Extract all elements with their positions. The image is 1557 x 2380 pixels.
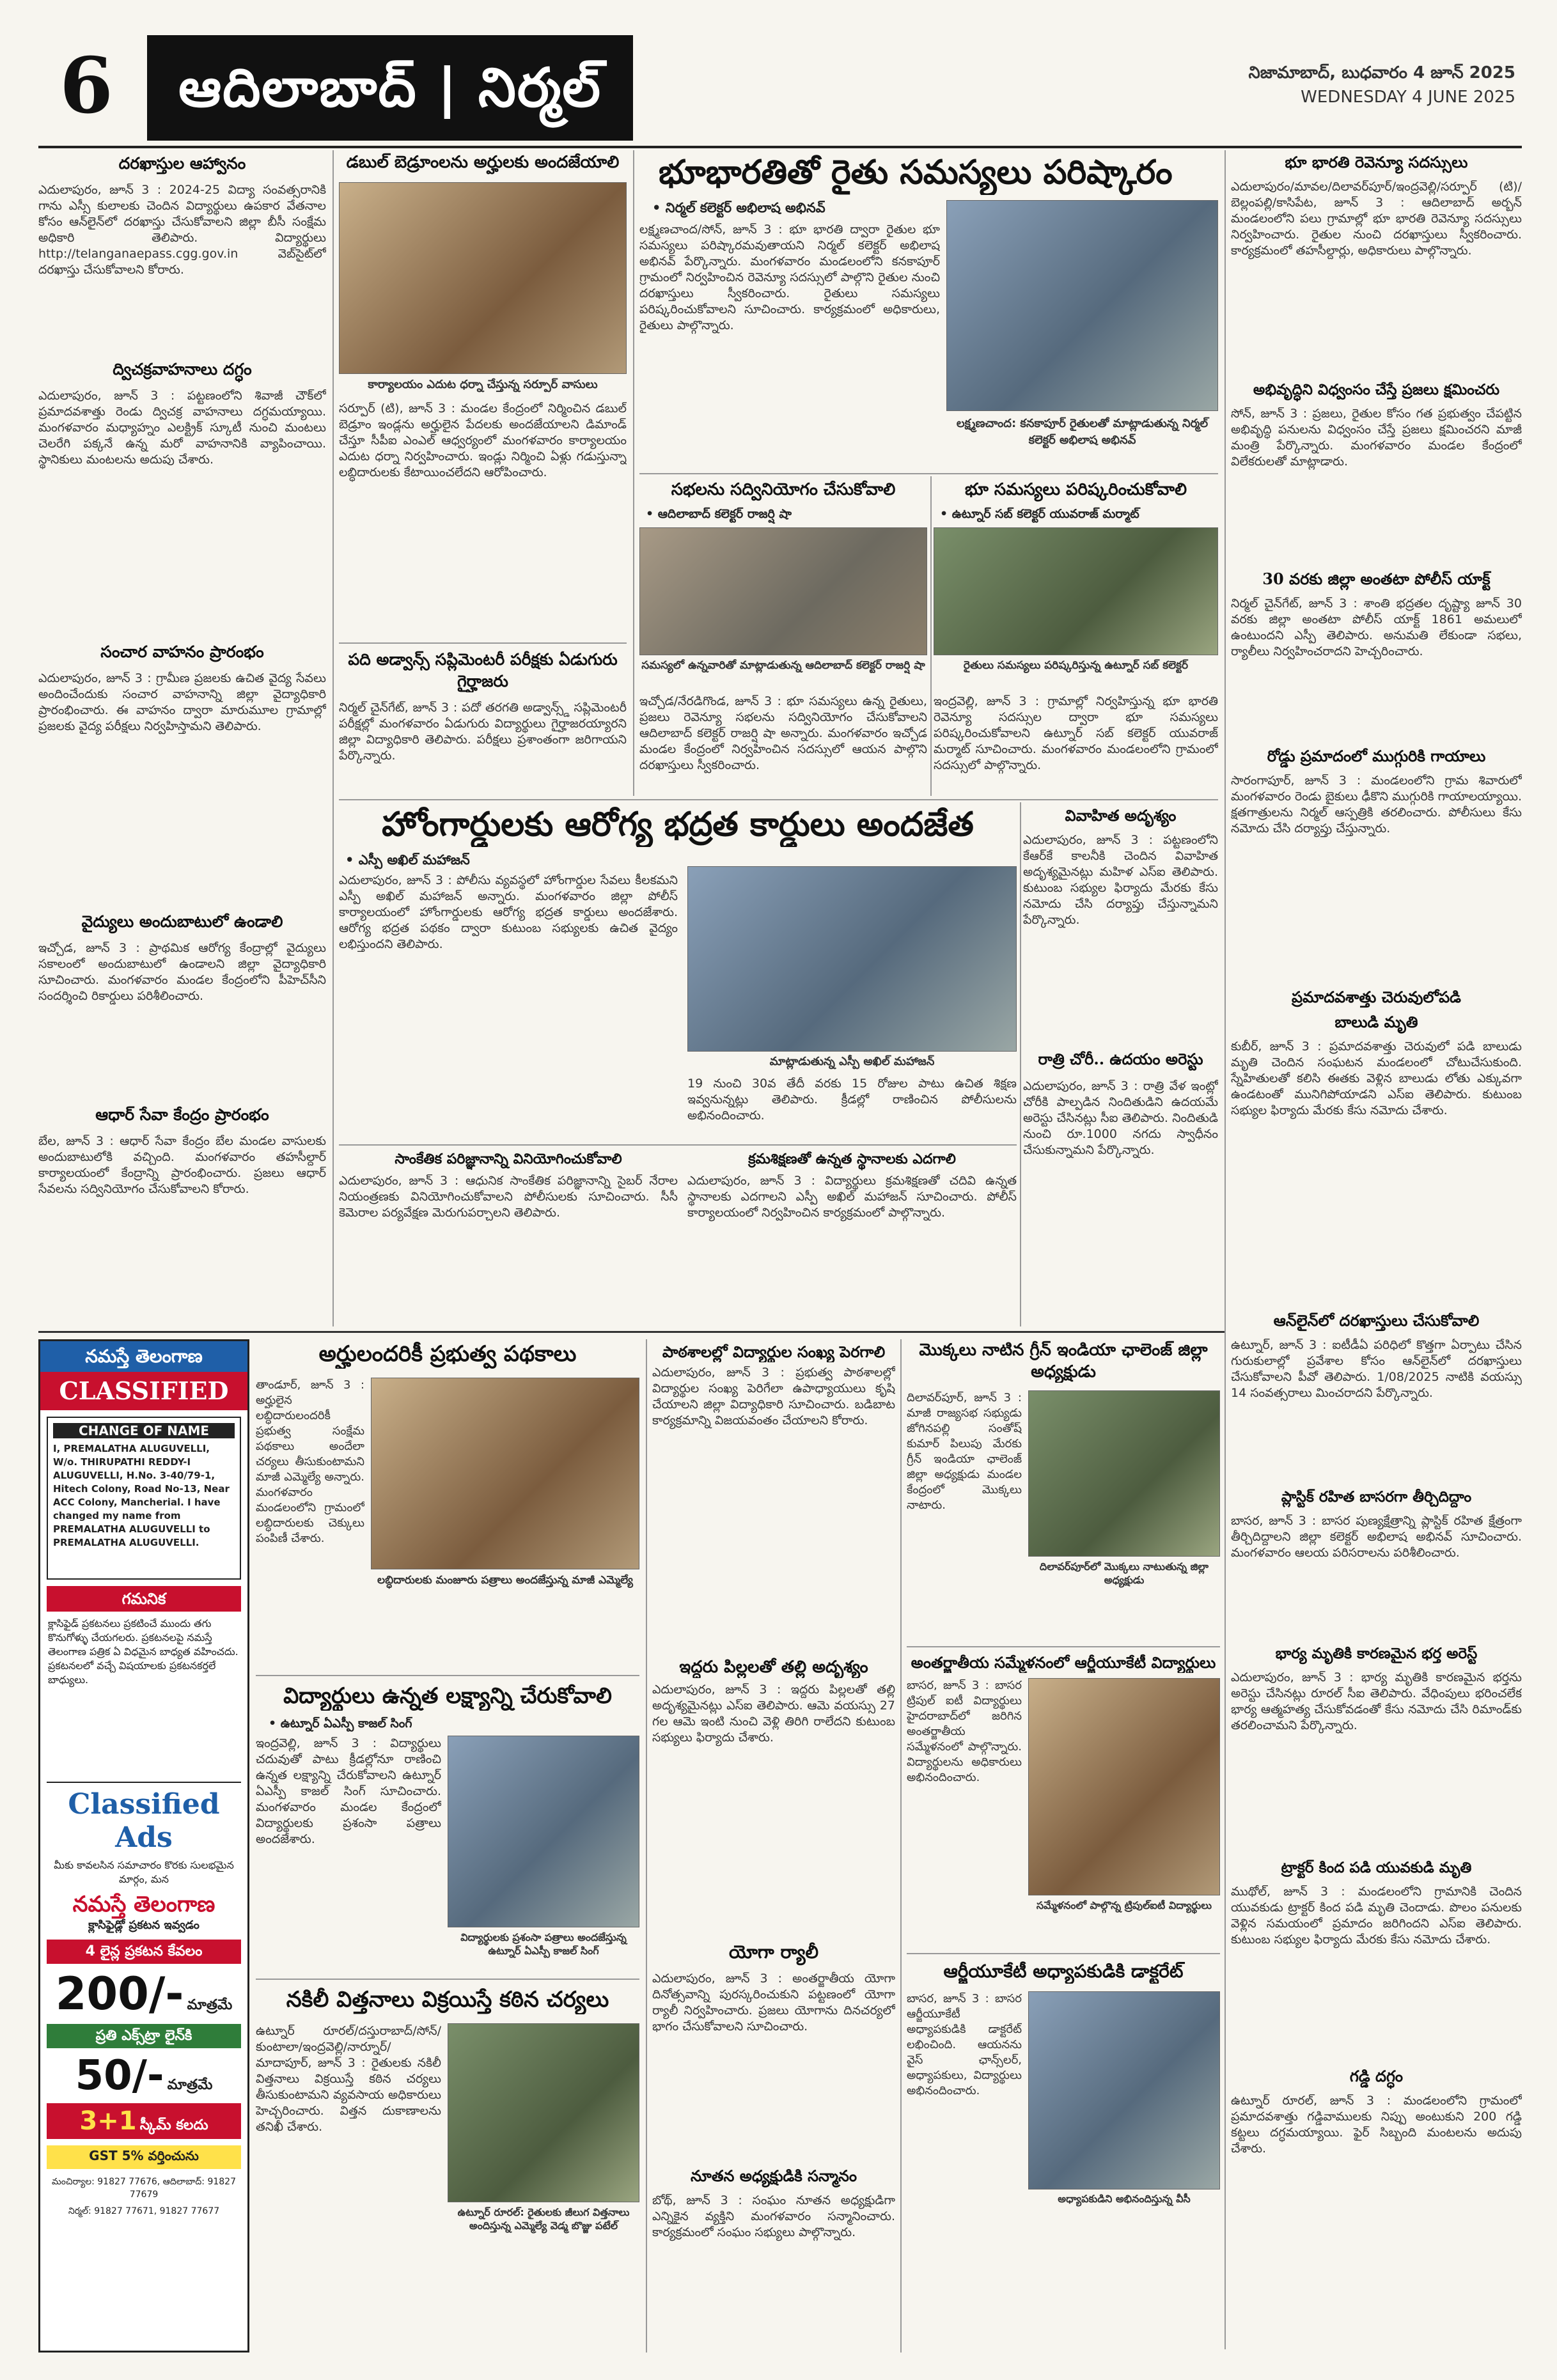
divider [907, 1953, 1220, 1954]
photo-caption: కార్యాలయం ఎదుట ధర్నా చేస్తున్న సర్పూర్ వాసులు [368, 378, 598, 391]
story-headline: సభలను సద్వినియోగం చేసుకోవాలి [671, 480, 896, 499]
theft-body: ఎదులాపురం, జూన్ 3 : రాత్రి వేళ ఇంట్లో చోరీకి పాల్పడిన నిందితుడిని ఉదయమే అరెస్టు చేసినట్లు సీఐ తెలిపారు. నిందితుడి నుంచి రూ.1000 నగదు స్వాధీనం చేసుకున్నామని పేర్కొన్నారు. [1023, 1079, 1218, 1157]
conference-photo [1028, 1678, 1220, 1895]
conference-body: బాసర, జూన్ 3 : బాసర ట్రిపుల్ ఐటీ విద్యార్థులు హైదరాబాద్‌లో జరిగిన అంతర్జాతీయ సమ్మేళనంలో పాల్గొన్నారు. విద్యార్థులను అధికారులు అభినందించారు. [907, 1679, 1022, 1784]
collector-photo [639, 527, 927, 655]
s5-headline: ఆధార్ సేవా కేంద్రం ప్రారంభం [95, 1105, 269, 1124]
doctorate-headline: ఆర్జీయూకేటీ అధ్యాపకుడికి డాక్టరేట్ [943, 1961, 1184, 1982]
exam-body: నిర్మల్ చైన్‌గేట్, జూన్ 3 : పదో తరగతి అడ్వాన్స్డ్ సప్లిమెంటరీ పరీక్షల్లో మంగళవారం ఏడుగురు విద్యార్థులు గైర్హాజరయ్యారని జిల్లా విద్యాధికారి తెలిపారు. పరీక్షలు ప్రశాంతంగా జరిగాయని పేర్కొన్నారు. [339, 701, 627, 763]
extra-line-offer: ప్రతి ఎక్స్‌ట్రా లైన్‌కి [47, 2024, 241, 2048]
school-headline: పాఠశాలల్లో విద్యార్థుల సంఖ్య పెరగాలి [662, 1342, 886, 1361]
price-suffix: మాత్రమే [167, 2077, 213, 2093]
column-divider [930, 476, 932, 796]
promo-subtitle: మీకు కావలసిన సమాచారం కొరకు సులభమైన మార్గం, మన [54, 1859, 234, 1885]
page-number: 6 [59, 41, 113, 131]
s4-body: ఇచ్చోడ, జూన్ 3 : ప్రాథమిక ఆరోగ్య కేంద్రాల్లో వైద్యులు సకాలంలో అందుబాటులో ఉండాలని జిల్లా వైద్యాధికారి సూచించారు. మంగళవారం మండల కేంద్రంలోని పీహెచ్‌సీని సందర్శించి రికార్డులు పరిశీలించారు. [38, 941, 326, 1003]
divider [256, 1979, 639, 1980]
theft-headline: రాత్రి చోరీ.. ఉదయం అరెస్టు [1038, 1050, 1203, 1068]
mid-brief-column [1023, 802, 1218, 1326]
missing-mother-headline: ఇద్దరు పిల్లలతో తల్లి అదృశ్యం [679, 1658, 868, 1677]
section-title: ఆదిలాబాద్ | నిర్మల్ [147, 35, 633, 141]
r3-headline: 30 వరకు జిల్లా అంతటా పోలీస్ యాక్ట్ [1262, 570, 1490, 588]
students-headline: విద్యార్థులు ఉన్నత లక్ష్యాన్ని చేరుకోవాలి [283, 1683, 612, 1709]
collector-meeting-story [639, 476, 927, 796]
students-body: ఇంద్రవెల్లి, జూన్ 3 : విద్యార్థులు చదువుతో పాటు క్రీడల్లోనూ రాణించి ఉన్నత లక్ష్యాన్ని చేరుకోవాలని ఉట్నూర్ ఏఎస్పీ కాజల్ సింగ్ సూచించారు. మంగళవారం మండల కేంద్రంలో విద్యార్థులకు ప్రశంసా పత్రాలు అందజేశారు. [256, 1736, 441, 1846]
lower-mid-column [652, 1339, 895, 2353]
r7-body: బాసర, జూన్ 3 : బాసర పుణ్యక్షేత్రాన్ని ప్లాస్టిక్ రహిత క్షేత్రంగా తీర్చిదిద్దాలని జిల్లా కలెక్టర్ అభిలాష అభినవ్ సూచించారు. మంగళవారం ఆలయ పరిసరాలను పరిశీలించారు. [1231, 1514, 1522, 1560]
story-byline: • ఆదిలాబాద్ కలెక్టర్ రాజర్షి షా [646, 507, 792, 521]
promo-subtitle-2: క్లాసిఫైడ్లో ప్రకటన ఇవ్వడం [88, 1918, 200, 1932]
conference-headline: అంతర్జాతీయ సమ్మేళనంలో ఆర్జీయూకేటీ విద్యార్థులు [911, 1653, 1216, 1672]
r1-body: ఎదులాపురం/మావల/దిలావర్‌పూర్/ఇంద్రవెల్లి/సర్పూర్ (టి)/బెల్లంపల్లి/కాసిపేట, జూన్ 3 : ఆదిలాబాద్ అర్బన్ మండలంలోని పలు గ్రామాల్లో భూ భారతి రెవెన్యూ సదస్సులు నిర్వహించారు. రైతుల నుంచి దరఖాస్తులు స్వీకరించారు. కార్యక్రమంలో తహసీల్దార్లు, అధికారులు పాల్గొన్నారు. [1231, 180, 1522, 258]
r2-headline: అభివృద్ధిని విధ్వంసం చేస్తే ప్రజలు క్షమించరు [1253, 381, 1500, 398]
felicitation-body: బోథ్, జూన్ 3 : సంఘం నూతన అధ్యక్షుడిగా ఎన్నికైన వ్యక్తిని మంగళవారం సన్మానించారు. కార్యక్రమంలో సంఘం సభ్యులు పాల్గొన్నారు. [652, 2193, 895, 2239]
s1-body: ఎదులాపురం, జూన్ 3 : 2024-25 విద్యా సంవత్సరానికి గాను ఎస్సీ కులాలకు చెందిన విద్యార్థులు ఉపకార వేతనాల కోసం ఆన్‌లైన్‌లో దరఖాస్తు చేసుకోవాలని జిల్లా బీసీ సంక్షేమ అధికారి తెలిపారు. విద్యార్థులు http://telanganaepass.cgg.gov.in వెబ్‌సైట్‌లో దరఖాస్తు చేసుకోవాలని కోరారు. [38, 183, 326, 277]
photo-caption: విద్యార్థులకు ప్రశంసా పత్రాలు అందజేస్తున్న ఉట్నూర్ ఏఎస్పీ కాజల్ సింగ్ [460, 1931, 627, 1957]
sub2-headline: సాంకేతిక పరిజ్ఞానాన్ని వినియోగించుకోవాలి [395, 1151, 622, 1167]
s3-headline: సంచార వాహనం ప్రారంభం [100, 642, 264, 661]
missing-woman-body: ఎదులాపురం, జూన్ 3 : పట్టణంలోని కేఆర్‌కే కాలనీకి చెందిన వివాహిత అదృశ్యమైనట్లు మహిళ ఎస్ఐ తెలిపారు. కుటుంబ సభ్యుల ఫిర్యాదు మేరకు కేసు నమోదు చేసి దర్యాప్తు చేస్తున్నామని పేర్కొన్నారు. [1023, 833, 1218, 927]
home-guards-headline: హోంగార్డులకు ఆరోగ్య భద్రత కార్డులు అందజేత [382, 805, 974, 844]
home-guards-body-2: 19 నుంచి 30వ తేదీ వరకు 15 రోజుల పాటు ఉచిత శిక్షణ ఇవ్వనున్నట్లు తెలిపారు. క్రీడల్లో రాణించిన పోలీసులను అభినందించారు. [687, 1077, 1017, 1123]
r1-headline: భూ భారతి రెవెన్యూ సదస్సులు [1285, 153, 1468, 171]
lead-story [639, 150, 1218, 470]
doctorate-photo [1028, 1991, 1220, 2189]
story-headline: భూ సమస్యలు పరిష్కరించుకోవాలి [964, 480, 1187, 499]
four-lines-offer: 4 లైన్ల ప్రకటన కేవలం [47, 1940, 241, 1964]
divider [639, 473, 1218, 474]
r3-body: నిర్మల్ చైన్‌గేట్, జూన్ 3 : శాంతి భద్రతల దృష్ట్యా జూన్ 30 వరకు జిల్లా అంతటా పోలీస్ యాక్ట్ 1861 అమలులో ఉంటుందని ఎస్పీ తెలిపారు. అనుమతి లేకుండా సభలు, ర్యాలీలు నిర్వహించరాదని హెచ్చరించారు. [1231, 596, 1522, 658]
masthead-rule [38, 146, 1522, 148]
notice-body: క్లాసిఫైడ్ ప్రకటనలు ప్రకటించే ముందు తగు కొనుగోళ్ళు చేయగలరు. ప్రకటనలపై నమస్తే తెలంగాణ పత్రిక ఏ విధమైన బాధ్యత వహించదు. ప్రకటనలలో వచ్చే విషయాలకు ప్రకటనకర్తలే బాధ్యులు. [48, 1617, 239, 1686]
students-photo [448, 1736, 639, 1927]
contact-numbers-2: నిర్మల్: 91827 77671, 91827 77677 [68, 2206, 220, 2216]
s5-body: బేల, జూన్ 3 : ఆధార్ సేవా కేంద్రం బేల మండల వాసులకు అందుబాటులోకి వచ్చింది. మంగళవారం తహసీల్దార్ కార్యాలయంలో కేంద్రాన్ని ప్రారంభించారు. ప్రజలు ఆధార్ సేవలను సద్వినియోగం చేసుకోవాలని కోరారు. [38, 1134, 326, 1196]
sub1-headline: క్రమశిక్షణతో ఉన్నత స్థానాలకు ఎదగాలి [748, 1151, 956, 1167]
story-body: ఇచ్చోడ/నేరడిగొండ, జూన్ 3 : భూ సమస్యలు ఉన్న రైతులు, ప్రజలు రెవెన్యూ సభలను సద్వినియోగం చేసుకోవాలని ఆదిలాబాద్ కలెక్టర్ రాజర్షి షా అన్నారు. మంగళవారం ఇచ్చోడ మండల కేంద్రంలో నిర్వహించిన సదస్సులో ఆయన పాల్గొని దరఖాస్తులు స్వీకరించారు. [639, 694, 927, 772]
sub2-body: ఎదులాపురం, జూన్ 3 : ఆధునిక సాంకేతిక పరిజ్ఞానాన్ని సైబర్ నేరాల నియంత్రణకు వినియోగించుకోవాలని పోలీసులకు సూచించారు. సీసీ కెమెరాల పర్యవేక్షణ మెరుగుపర్చాలని తెలిపారు. [339, 1174, 678, 1220]
s2-body: ఎదులాపురం, జూన్ 3 : పట్టణంలోని శివాజీ చౌక్‌లో ప్రమాదవశాత్తు రెండు ద్విచక్ర వాహనాలు దగ్ధమయ్యాయి. మంగళవారం మధ్యాహ్నం ఎలక్ట్రిక్ స్కూటీ నుంచి మంటలు చెలరేగి పక్కనే ఉన్న మరో వాహనానికి వ్యాపించాయి. స్థానికులు మంటలను అదుపు చేశారు. [38, 389, 326, 467]
s1-headline: దరఖాస్తుల ఆహ్వానం [118, 154, 246, 173]
felicitation-headline: నూతన అధ్యక్షుడికి సన్మానం [690, 2166, 857, 2185]
r8-headline: భార్య మృతికి కారణమైన భర్త అరెస్ట్ [1275, 1645, 1478, 1662]
photo-caption: మాట్లాడుతున్న ఎస్పీ అఖిల్ మహాజన్ [769, 1055, 935, 1068]
classified-ads-promo [47, 1782, 241, 2218]
missing-woman-headline: వివాహిత అదృశ్యం [1065, 806, 1177, 825]
lead-body: లక్ష్మణచాంద/సోన్, జూన్ 3 : భూ భారతి ద్వారా రైతుల భూ సమస్యలు పరిష్కారమవుతాయని నిర్మల్ కలెక్టర్ అభిలాష అభినవ్ పేర్కొన్నారు. మంగళవారం మండలంలోని కనకాపూర్ గ్రామంలో నిర్వహించిన రెవెన్యూ సదస్సులో పాల్గొని రైతుల నుంచి దరఖాస్తులు స్వీకరించారు. రైతులు సమస్యలు పరిష్కరించుకోవాలని సూచించారు. కార్యక్రమంలో అధికారులు, రైతులు పాల్గొన్నారు. [639, 222, 940, 332]
namaste-telangana-title: నమస్తే తెలంగాణ [40, 1341, 247, 1372]
double-bedroom-story [339, 150, 627, 796]
price-value: 50/- [75, 2052, 164, 2099]
protest-photo [339, 182, 627, 374]
story-headline: డబుల్ బెడ్రూంలను అర్హులకు అందజేయాలి [346, 153, 620, 172]
scheme-offer [47, 2103, 241, 2139]
divider [907, 1646, 1220, 1647]
students-byline: • ఉట్నూర్ ఏఎస్పీ కాజల్ సింగ్ [269, 1716, 412, 1731]
schemes-headline: అర్హులందరికీ ప్రభుత్వ పథకాలు [318, 1341, 577, 1367]
notice-heading: గమనిక [47, 1586, 241, 1612]
gst-note: GST 5% వర్తించును [47, 2145, 241, 2169]
yoga-headline: యోగా ర్యాలీ [728, 1941, 819, 1963]
r4-headline: రోడ్డు ప్రమాదంలో ముగ్గురికి గాయాలు [1267, 747, 1486, 765]
sub1-body: ఎదులాపురం, జూన్ 3 : విద్యార్థులు క్రమశిక్షణతో చదివి ఉన్నత స్థానాలకు ఎదగాలని ఎస్పీ అఖిల్ మహాజన్ సూచించారు. పోలీస్ కార్యాలయంలో నిర్వహించిన కార్యక్రమంలో పాల్గొన్నారు. [687, 1174, 1017, 1220]
missing-mother-body: ఎదులాపురం, జూన్ 3 : ఇద్దరు పిల్లలతో తల్లి అదృశ్యమైనట్లు ఎస్ఐ తెలిపారు. ఆమె వయస్సు 27 గల ఆమె ఇంటి నుంచి వెళ్లి తిరిగి రాలేదని కుటుంబ సభ్యులు ఫిర్యాదు చేశారు. [652, 1683, 895, 1745]
photo-caption: ఉట్నూర్ రూరల్: రైతులకు జీలుగ విత్తనాలు అందిస్తున్న ఎమ్మెల్యే వెడ్మ బొజ్జు పటేల్ [457, 2206, 630, 2232]
classified-banner: CLASSIFIED [40, 1372, 247, 1410]
lower-center-column [256, 1339, 639, 2353]
change-of-name-notice [47, 1417, 241, 1580]
date-telugu: నిజామాబాద్, బుధవారం 4 జూన్ 2025 [1248, 63, 1515, 82]
green-india-body: దిలావర్‌పూర్, జూన్ 3 : మాజీ రాజ్యసభ సభ్యుడు జోగినపల్లి సంతోష్ కుమార్ పిలుపు మేరకు గ్రీన్ ఇండియా ఛాలెంజ్ జిల్లా అధ్యక్షుడు మండల కేంద్రంలో మొక్కలు నాటారు. [907, 1391, 1022, 1512]
home-guards-byline: • ఎస్పీ అఖిల్ మహాజన్ [345, 852, 470, 867]
seeds-headline: నకిలీ విత్తనాలు విక్రయిస్తే కఠిన చర్యలు [286, 1987, 609, 2012]
section-divider [38, 1331, 1224, 1333]
price-50 [47, 2052, 241, 2099]
lead-photo-caption: లక్ష్మణచాంద: కనకాపూర్ రైతులతో మాట్లాడుతున్న నిర్మల్ కలెక్టర్ అభిలాష అభినవ్ [956, 417, 1209, 447]
r2-body: సోన్, జూన్ 3 : ప్రజలు, రైతుల కోసం గత ప్రభుత్వం చేపట్టిన అభివృద్ధి పనులను విధ్వంసం చేస్తే ప్రజలు క్షమించరని మాజీ మంత్రి పేర్కొన్నారు. మంగళవారం మండల కేంద్రంలో విలేకరులతో మాట్లాడారు. [1231, 407, 1522, 469]
column-divider [1224, 150, 1226, 2349]
column-divider [633, 150, 634, 796]
offer-text: స్కీమ్ కలదు [139, 2117, 208, 2133]
divider [339, 1144, 1017, 1146]
schemes-photo [371, 1378, 639, 1569]
photo-caption: దిలావర్‌పూర్‌లో మొక్కలు నాటుతున్న జిల్లా అధ్యక్షుడు [1039, 1560, 1209, 1586]
contact-numbers-1: మంచిర్యాల: 91827 77676, ఆదిలాబాద్: 91827 77679 [52, 2177, 236, 2200]
r5-body: కుబీర్, జూన్ 3 : ప్రమాదవశాత్తు చెరువులో పడి బాలుడు మృతి చెందిన సంఘటన మండలంలో చోటుచేసుకుంది. స్నేహితులతో కలిసి ఈతకు వెళ్లిన బాలుడు లోతు ఎక్కువగా ఉండటంతో మునిగిపోయాడని ఎస్ఐ తెలిపారు. కుటుంబ సభ్యుల ఫిర్యాదు మేరకు కేసు నమోదు చేశారు. [1231, 1039, 1522, 1117]
edition-date [1215, 61, 1515, 131]
photo-caption: సమస్యలో ఉన్నవారితో మాట్లాడుతున్న ఆదిలాబాద్ కలెక్టర్ రాజర్షి షా [641, 659, 925, 672]
notice-text: I, PREMALATHA ALUGUVELLI, W/o. THIRUPATHI REDDY-I ALUGUVELLI, H.No. 3-40/79-1, Hitech Colony, Road No-13, Near ACC Colony, Mancherial. I have changed my name from PREMALATHA ALUGUVELLI to PREMALATHA ALUGUVELLI. [53, 1443, 230, 1548]
story-body: సర్పూర్ (టి), జూన్ 3 : మండల కేంద్రంలో నిర్మించిన డబుల్ బెడ్రూం ఇండ్లను అర్హులైన పేదలకు అందజేయాలని డిమాండ్ చేస్తూ సీపీఐ ఎంఎల్ ఆధ్వర్యంలో మంగళవారం కార్యాలయం ఎదుట ధర్నా నిర్వహించారు. ఇండ్లు నిర్మించి ఏళ్లు గడుస్తున్నా లబ్ధిదారులకు కేటాయించలేదని ఆరోపించారు. [339, 401, 627, 479]
seeds-photo [448, 2023, 639, 2202]
column-divider [1020, 802, 1021, 1326]
divider [339, 642, 627, 644]
price-value: 200/- [55, 1968, 184, 2020]
photo-caption: రైతులు సమస్యలు పరిష్కరిస్తున్న ఉట్నూర్ సబ్ కలెక్టర్ [963, 659, 1189, 672]
s2-headline: ద్విచక్రవాహనాలు దగ్ధం [113, 360, 252, 378]
column-divider [646, 1339, 647, 2353]
subcollector-photo [934, 527, 1218, 655]
s3-body: ఎదులాపురం, జూన్ 3 : గ్రామీణ ప్రజలకు ఉచిత వైద్య సేవలు అందించేందుకు సంచార వాహనాన్ని జిల్లా వైద్యాధికారి ప్రారంభించారు. ఈ వాహనం ద్వారా మారుమూల గ్రామాల్లో ప్రజలకు వైద్య పరీక్షలు నిర్వహిస్తామని తెలిపారు. [38, 671, 326, 733]
s4-headline: వైద్యులు అందుబాటులో ఉండాలి [81, 912, 283, 931]
green-india-photo [1028, 1390, 1220, 1557]
home-guards-story [339, 802, 1017, 1326]
namaste-logo: నమస్తే తెలంగాణ [72, 1892, 215, 1917]
lower-right-column [907, 1339, 1220, 2353]
divider [256, 1675, 639, 1676]
classified-ad-panel [38, 1339, 249, 2353]
offer-value: 3+1 [79, 2106, 137, 2136]
exam-headline: పది అడ్వాన్స్ సప్లిమెంటరీ పరీక్షకు ఏడుగురు గైర్హాజరు [348, 650, 618, 690]
price-200 [47, 1968, 241, 2020]
seeds-body: ఉట్నూర్ రూరల్/దస్తురాబాద్/సోన్/కుంటాలా/ఇంద్రవెల్లి/నార్నూర్/మాదాపూర్, జూన్ 3 : రైతులకు నకిలీ విత్తనాలు విక్రయిస్తే కఠిన చర్యలు తీసుకుంటామని వ్యవసాయ అధికారులు హెచ్చరించారు. విత్తన దుకాణాలను తనిఖీ చేశారు. [256, 2024, 441, 2134]
r7-headline: ప్లాస్టిక్ రహిత బాసరగా తీర్చిదిద్దాం [1281, 1488, 1472, 1505]
story-byline: • ఉట్నూర్ సబ్ కలెక్టర్ యువరాజ్ మర్మాట్ [940, 507, 1139, 521]
r6-headline: ఆన్‌లైన్‌లో దరఖాస్తులు చేసుకోవాలి [1273, 1311, 1480, 1330]
date-english: WEDNESDAY 4 JUNE 2025 [1301, 88, 1515, 107]
r10-body: ఉట్నూర్ రూరల్, జూన్ 3 : మండలంలోని గ్రామంలో ప్రమాదవశాత్తు గడ్డివాములకు నిప్పు అంటుకుని 200 గడ్డి కట్టలు దగ్ధమయ్యాయి. ఫైర్ సిబ్బంది మంటలను అదుపు చేశారు. [1231, 2094, 1522, 2156]
right-column [1231, 150, 1522, 2349]
r8-body: ఎదులాపురం, జూన్ 3 : భార్య మృతికి కారణమైన భర్తను అరెస్టు చేసినట్లు రూరల్ సీఐ తెలిపారు. వేధింపులు భరించలేక భార్య ఆత్మహత్య చేసుకోవడంతో కేసు నమోదు చేసి రిమాండ్‌కు తరలించామని పేర్కొన్నారు. [1231, 1670, 1522, 1732]
lead-byline: • నిర్మల్ కలెక్టర్ అభిలాష అభినవ్ [652, 200, 825, 215]
home-guards-photo [687, 866, 1017, 1052]
photo-caption: సమ్మేళనంలో పాల్గొన్న ట్రిపుల్ఐటీ విద్యార్థులు [1036, 1899, 1212, 1911]
r6-body: ఉట్నూర్, జూన్ 3 : ఐటీడీఏ పరిధిలో కొత్తగా ఏర్పాటు చేసిన గురుకులాల్లో ప్రవేశాల కోసం ఆన్‌లైన్‌లో దరఖాస్తులు చేసుకోవాలని పీవో తెలిపారు. 1/08/2025 నాటికి వయస్సు 14 సంవత్సరాలు మించరాదని పేర్కొన్నారు. [1231, 1338, 1522, 1400]
column-divider [900, 1339, 902, 2353]
r9-headline: ట్రాక్టర్ కింద పడి యువకుడి మృతి [1281, 1859, 1472, 1876]
price-suffix: మాత్రమే [187, 1997, 233, 2013]
classified-ads-logo: Classified Ads [68, 1788, 220, 1854]
notice-title: CHANGE OF NAME [53, 1423, 235, 1438]
school-body: ఎదులాపురం, జూన్ 3 : ప్రభుత్వ పాఠశాలల్లో విద్యార్థుల సంఖ్య పెరిగేలా ఉపాధ్యాయులు కృషి చేయాలని జిల్లా విద్యాధికారి సూచించారు. బడిబాట కార్యక్రమాన్ని విజయవంతం చేయాలని కోరారు. [652, 1365, 895, 1427]
home-guards-body: ఎదులాపురం, జూన్ 3 : పోలీసు వ్యవస్థలో హోంగార్డుల సేవలు కీలకమని ఎస్పీ అఖిల్ మహాజన్ అన్నారు. మంగళవారం జిల్లా పోలీస్ కార్యాలయంలో హోంగార్డులకు ఆరోగ్య భద్రత కార్డులు అందజేశారు. ఆరోగ్య భద్రత పథకం ద్వారా కుటుంబ సభ్యులకు ఉచిత వైద్యం లభిస్తుందని తెలిపారు. [339, 873, 678, 951]
column-divider [333, 150, 334, 1326]
yoga-body: ఎదులాపురం, జూన్ 3 : అంతర్జాతీయ యోగా దినోత్సవాన్ని పురస్కరించుకుని పట్టణంలో యోగా ర్యాలీ నిర్వహించారు. ప్రజలు యోగాను దినచర్యలో భాగం చేసుకోవాలని సూచించారు. [652, 1972, 895, 2034]
green-india-headline: మొక్కలు నాటిన గ్రీన్ ఇండియా ఛాలెంజ్ జిల్లా అధ్యక్షుడు [919, 1341, 1208, 1381]
r5-headline: ప్రమాదవశాత్తు చెరువులోపడి [1292, 988, 1461, 1006]
r5-subheadline: బాలుడి మృతి [1334, 1013, 1418, 1031]
r9-body: ముథోల్, జూన్ 3 : మండలంలోని గ్రామానికి చెందిన యువకుడు ట్రాక్టర్ కింద పడి మృతి చెందాడు. పొలం పనులకు వెళ్లిన సమయంలో ప్రమాదం జరిగిందని ఎస్ఐ తెలిపారు. కుటుంబ సభ్యుల ఫిర్యాదు మేరకు కేసు నమోదు చేశారు. [1231, 1885, 1522, 1947]
r10-headline: గడ్డి దగ్ధం [1349, 2067, 1404, 2085]
land-issues-story [934, 476, 1218, 796]
lead-headline: భూభారతితో రైతు సమస్యలు పరిష్కారం [659, 153, 1173, 192]
r4-body: సారంగాపూర్, జూన్ 3 : మండలంలోని గ్రామ శివారులో మంగళవారం రెండు బైకులు ఢీకొని ముగ్గురికి గాయాలయ్యాయి. క్షతగాత్రులను నిర్మల్ ఆస్పత్రికి తరలించారు. పోలీసులు కేసు నమోదు చేసి దర్యాప్తు చేస్తున్నారు. [1231, 774, 1522, 836]
photo-caption: అధ్యాపకుడిని అభినందిస్తున్న వీసీ [1058, 2193, 1191, 2205]
schemes-body: తాండూర్, జూన్ 3 : అర్హులైన లబ్ధిదారులందరికీ ప్రభుత్వ సంక్షేమ పథకాలు అందేలా చర్యలు తీసుకుంటామని మాజీ ఎమ్మెల్యే అన్నారు. మంగళవారం మండలంలోని గ్రామంలో లబ్ధిదారులకు చెక్కులు పంపిణీ చేశారు. [256, 1378, 364, 1545]
divider [339, 799, 1218, 800]
left-column [38, 150, 326, 1326]
doctorate-body: బాసర, జూన్ 3 : బాసర ఆర్జీయూకేటీ అధ్యాపకుడికి డాక్టరేట్ లభించింది. ఆయనను వైస్ ఛాన్స్‌లర్, అధ్యాపకులు, విద్యార్థులు అభినందించారు. [907, 1992, 1022, 2097]
story-body: ఇంద్రవెల్లి, జూన్ 3 : గ్రామాల్లో నిర్వహిస్తున్న భూ భారతి రెవెన్యూ సదస్సుల ద్వారా భూ సమస్యలు పరిష్కరించుకోవాలని ఉట్నూర్ సబ్ కలెక్టర్ యువరాజ్ మర్మాట్ సూచించారు. మంగళవారం మండలంలోని గ్రామంలో సదస్సులో పాల్గొన్నారు. [934, 694, 1218, 772]
lead-photo [946, 200, 1218, 411]
photo-caption: లబ్ధిదారులకు మంజూరు పత్రాలు అందజేస్తున్న మాజీ ఎమ్మెల్యే [377, 1574, 633, 1587]
